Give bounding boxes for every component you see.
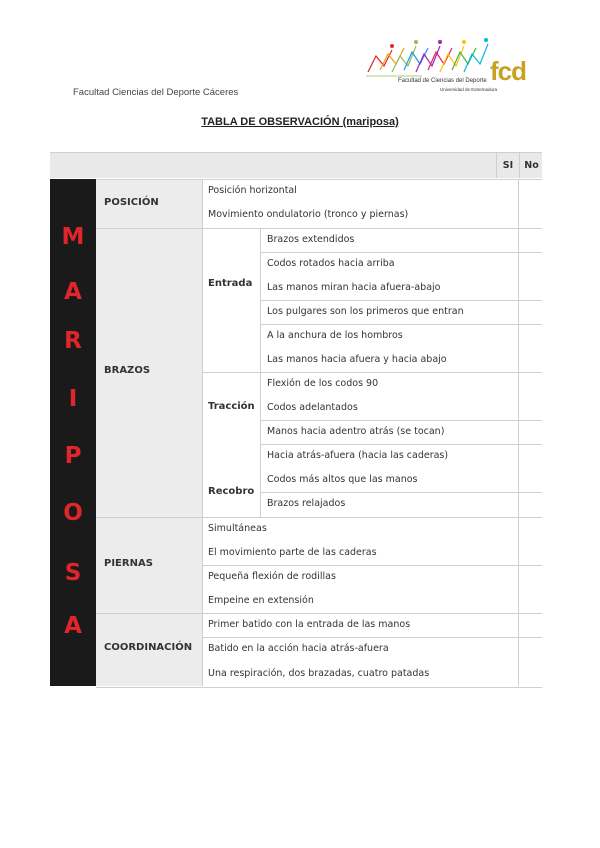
criterion-item: Codos más altos que las manos: [267, 474, 418, 485]
criterion-item: Codos adelantados: [267, 402, 358, 413]
criterion-item: Brazos relajados: [267, 498, 346, 509]
column-no: No: [519, 153, 543, 178]
si-cell[interactable]: [518, 325, 542, 373]
column-si: SI: [496, 153, 519, 178]
band-letter: I: [68, 386, 78, 412]
si-cell[interactable]: [518, 301, 542, 325]
faculty-logo: [362, 36, 524, 98]
si-cell[interactable]: [518, 614, 542, 638]
faculty-name: Facultad Ciencias del Deporte Cáceres: [73, 87, 239, 98]
si-cell[interactable]: [518, 180, 542, 229]
group-entrada-1: [260, 229, 519, 253]
category-label: BRAZOS: [104, 365, 151, 376]
subcategory-traccion: [202, 373, 261, 445]
subcategory-label: Tracción: [208, 401, 255, 412]
band-letter: R: [64, 328, 82, 354]
group-traccion-3: [260, 421, 519, 445]
table-header: [50, 152, 542, 178]
criterion-item: Movimiento ondulatorio (tronco y piernas): [208, 209, 409, 220]
band-letter: S: [64, 560, 82, 586]
band-letter: P: [64, 443, 82, 469]
group-traccion-1: [260, 325, 519, 373]
category-label: POSICIÓN: [104, 197, 159, 208]
criterion-item: Brazos extendidos: [267, 234, 355, 245]
subcategory-recobro: [202, 445, 261, 518]
criterion-item: Empeine en extensión: [208, 595, 314, 606]
criterion-item: Hacia atrás-afuera (hacia las caderas): [267, 450, 449, 461]
category-brazos: [96, 229, 202, 518]
si-cell[interactable]: [518, 229, 542, 253]
group-coordinacion-2: [202, 638, 519, 686]
criterion-item: Las manos miran hacia afuera-abajo: [267, 282, 441, 293]
subcategory-label: Entrada: [208, 278, 253, 289]
criterion-item: Simultáneas: [208, 523, 267, 534]
si-cell[interactable]: [518, 445, 542, 493]
si-cell[interactable]: [518, 638, 542, 686]
criterion-item: Codos rotados hacia arriba: [267, 258, 395, 269]
subcategory-entrada-traccion: [202, 229, 261, 373]
group-piernas-2: [202, 566, 519, 614]
criterion-item: Los pulgares son los primeros que entran: [267, 306, 464, 317]
group-recobro-1: [260, 445, 519, 493]
group-piernas-1: [202, 518, 519, 566]
group-traccion-2: [260, 373, 519, 421]
si-cell[interactable]: [518, 421, 542, 445]
runners-logo-icon: [362, 36, 492, 80]
si-cell[interactable]: [518, 493, 542, 518]
category-label: PIERNAS: [104, 558, 153, 569]
si-cell[interactable]: [518, 253, 542, 301]
subcategory-label: Recobro: [208, 486, 255, 497]
si-cell[interactable]: [518, 566, 542, 614]
group-entrada-2: [260, 253, 519, 301]
si-cell[interactable]: [518, 518, 542, 566]
category-coordinacion: [96, 614, 202, 686]
criterion-item: Una respiración, dos brazadas, cuatro patadas: [208, 668, 430, 679]
group-entrada-3: [260, 301, 519, 325]
category-label: COORDINACIÓN: [104, 642, 193, 653]
logo-line-1: Facultad de Ciencias del Deporte: [398, 78, 487, 84]
criterion-item: Batido en la acción hacia atrás-afuera: [208, 643, 389, 654]
band-letter: A: [64, 279, 82, 305]
si-cell[interactable]: [518, 373, 542, 421]
logo-mark: fcd: [490, 56, 526, 86]
group-posicion: [202, 180, 519, 229]
observation-table: [96, 179, 542, 688]
criterion-item: Manos hacia adentro atrás (se tocan): [267, 426, 445, 437]
criterion-item: Primer batido con la entrada de las manos: [208, 619, 411, 630]
band-letter: O: [63, 500, 83, 526]
criterion-item: Pequeña flexión de rodillas: [208, 571, 336, 582]
mariposa-band: [50, 179, 96, 686]
band-letter: A: [64, 613, 82, 639]
criterion-item: Las manos hacia afuera y hacia abajo: [267, 354, 447, 365]
criterion-item: A la anchura de los hombros: [267, 330, 403, 341]
page-title: TABLA DE OBSERVACIÓN (mariposa): [201, 116, 399, 128]
criterion-item: El movimiento parte de las caderas: [208, 547, 377, 558]
group-coordinacion-1: [202, 614, 519, 638]
criterion-item: Flexión de los codos 90: [267, 378, 379, 389]
category-posicion: [96, 180, 202, 229]
category-piernas: [96, 518, 202, 614]
logo-line-2: Universidad de Extremadura: [440, 87, 498, 92]
criterion-item: Posición horizontal: [208, 185, 297, 196]
band-letter: M: [61, 224, 85, 250]
group-recobro-2: [260, 493, 519, 518]
